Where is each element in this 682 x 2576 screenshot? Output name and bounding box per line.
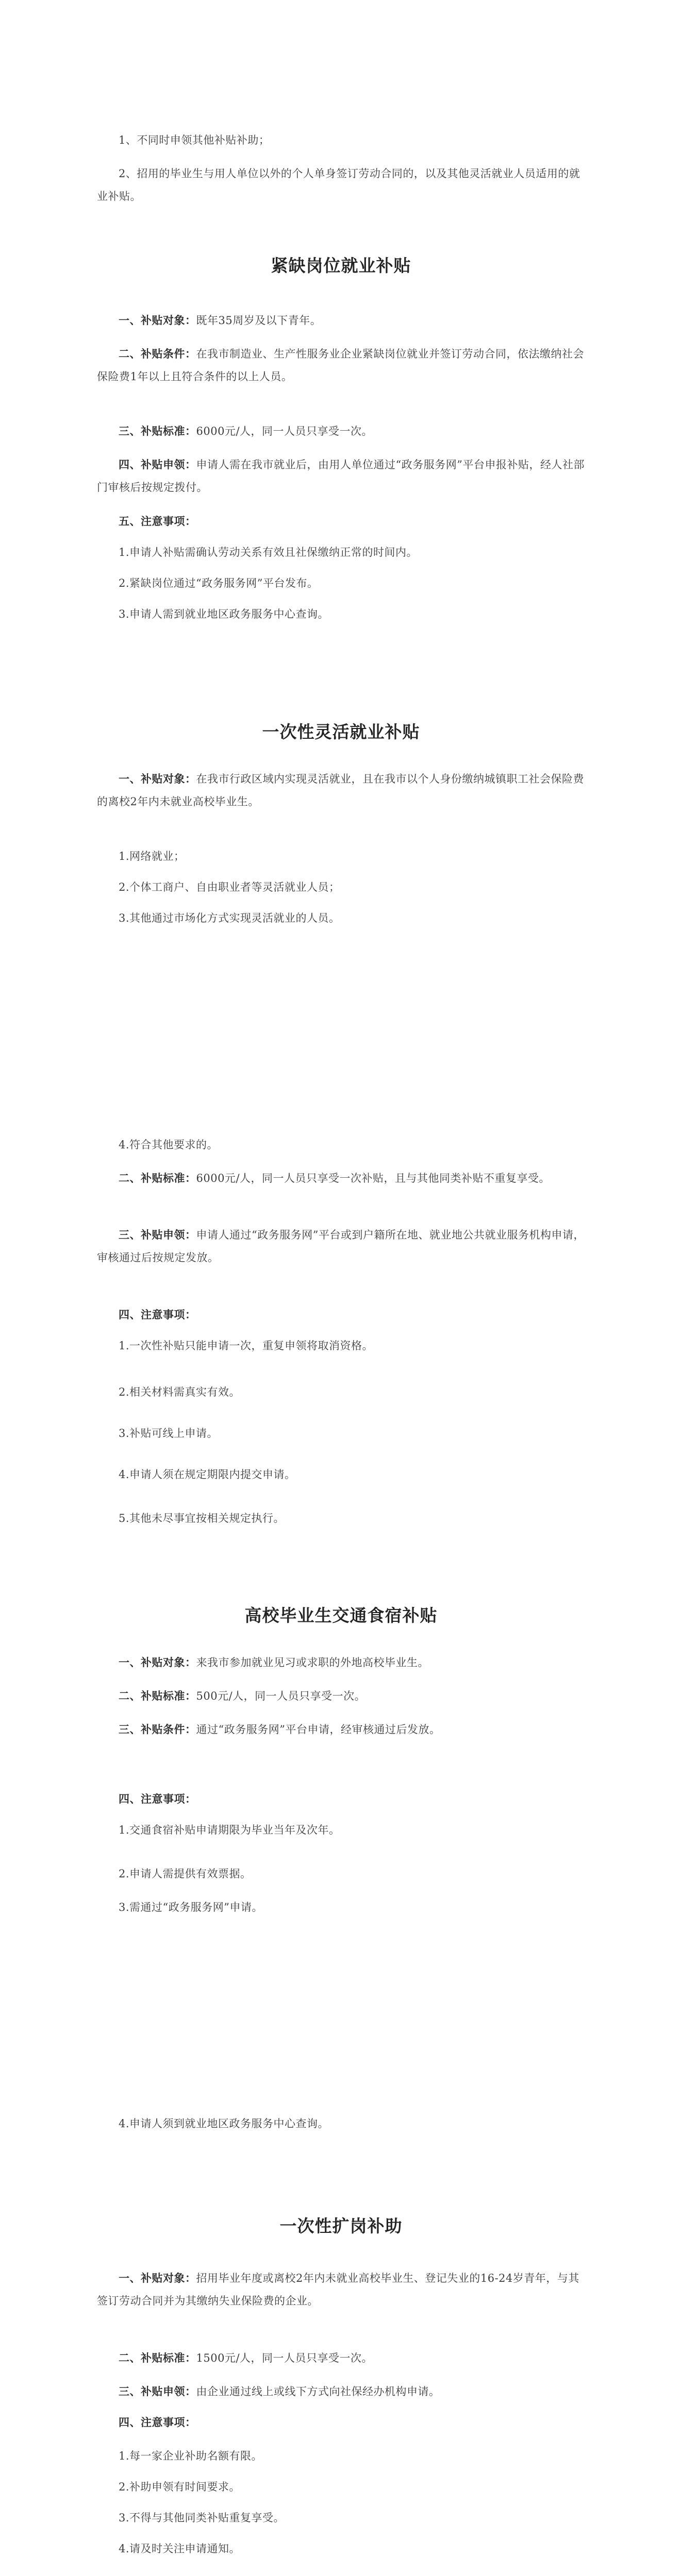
s2-object-text: 在我市行政区域内实现灵活就业，且在我市以个人身份缴纳城镇职工社会保险费的离校2年内未就业高校毕业生。 xyxy=(97,773,584,808)
s4-note-2: 2.补助申领有时间要求。 xyxy=(119,2481,241,2493)
s1-condition-label: 二、补贴条件： xyxy=(119,347,196,360)
s2-note-4: 4.申请人须在规定期限内提交申请。 xyxy=(119,1468,296,1481)
s4-note-4: 4.请及时关注申请通知。 xyxy=(119,2543,241,2555)
s4-apply xyxy=(97,2380,587,2403)
s2-note-2: 2.相关材料需真实有效。 xyxy=(119,1386,241,1398)
s1-note-3: 3.申请人需到就业地区政务服务中心查询。 xyxy=(119,608,329,620)
s2-object xyxy=(97,768,587,813)
intro-paragraph-2: 2、招用的毕业生与用人单位以外的个人单身签订劳动合同的，以及其他灵活就业人员适用的就业补贴。 xyxy=(97,167,580,202)
s1-note-1: 1.申请人补贴需确认劳动关系有效且社保缴纳正常的时间内。 xyxy=(119,546,418,558)
s2-list-1: 1.网络就业； xyxy=(119,850,185,862)
s2-apply xyxy=(97,1224,587,1269)
s1-apply-label: 四、补贴申领： xyxy=(119,458,196,471)
s2-apply-label: 三、补贴申领： xyxy=(119,1228,196,1241)
s3-note-4: 4.申请人须到就业地区政务服务中心查询。 xyxy=(119,2117,329,2130)
s2-list-3: 3.其他通过市场化方式实现灵活就业的人员。 xyxy=(119,912,340,924)
s3-condition-label: 三、补贴条件： xyxy=(119,1723,196,1736)
s4-standard xyxy=(97,2347,587,2369)
s3-standard xyxy=(97,1685,587,1707)
s2-note-3: 3.补贴可线上申请。 xyxy=(119,1427,219,1439)
s2-notes-title: 四、注意事项： xyxy=(119,1308,196,1321)
s1-object-text: 既年35周岁及以下青年。 xyxy=(196,314,322,327)
s4-object-label: 一、补贴对象： xyxy=(119,2272,196,2284)
s1-standard-label: 三、补贴标准： xyxy=(119,425,196,437)
s1-object xyxy=(97,309,587,332)
s3-standard-text: 500元/人，同一人员只享受一次。 xyxy=(196,1690,366,1702)
s2-standard xyxy=(97,1167,587,1190)
s3-object xyxy=(97,1651,587,1674)
s3-note-1: 1.交通食宿补贴申请期限为毕业当年及次年。 xyxy=(119,1824,340,1836)
s1-condition-text: 在我市制造业、生产性服务业企业紧缺岗位就业并签订劳动合同，依法缴纳社会保险费1年以上且符合条件的以上人员。 xyxy=(97,348,584,383)
s4-standard-text: 1500元/人，同一人员只享受一次。 xyxy=(196,2352,373,2364)
s4-object-text: 招用毕业年度或离校2年内未就业高校毕业生、登记失业的16-24岁青年，与其签订劳动合同并为其缴纳失业保险费的企业。 xyxy=(97,2272,579,2307)
s1-notes-title: 五、注意事项： xyxy=(119,515,196,528)
s2-list-4: 4.符合其他要求的。 xyxy=(119,1139,219,1151)
s4-apply-label: 三、补贴申领： xyxy=(119,2385,196,2398)
s2-apply-text: 申请人通过“政务服务网”平台或到户籍所在地、就业地公共就业服务机构申请，审核通过后按规定发放。 xyxy=(97,1229,585,1264)
section-title-shortage-jobs: 紧缺岗位就业补贴 xyxy=(271,256,411,276)
s3-object-text: 来我市参加就业见习或求职的外地高校毕业生。 xyxy=(196,1656,429,1669)
s2-object-label: 一、补贴对象： xyxy=(119,772,196,785)
s3-condition-text: 通过“政务服务网”平台申请，经审核通过后发放。 xyxy=(196,1723,441,1736)
section-title-transport-lodging: 高校毕业生交通食宿补贴 xyxy=(244,1605,438,1625)
section-title-flexible-employment: 一次性灵活就业补贴 xyxy=(262,722,420,742)
intro-paragraph-1: 1、不同时申领其他补贴补助； xyxy=(119,134,270,146)
s1-condition xyxy=(97,343,587,388)
s2-note-5: 5.其他未尽事宜按相关规定执行。 xyxy=(119,1512,285,1524)
s1-object-label: 一、补贴对象： xyxy=(119,314,196,327)
s4-note-1: 1.每一家企业补助名额有限。 xyxy=(119,2450,263,2462)
s4-standard-label: 二、补贴标准： xyxy=(119,2351,196,2364)
s3-note-3: 3.需通过“政务服务网”申请。 xyxy=(119,1901,263,1913)
section-title-job-expansion: 一次性扩岗补助 xyxy=(279,2216,403,2236)
s1-standard xyxy=(97,420,587,443)
s3-object-label: 一、补贴对象： xyxy=(119,1656,196,1669)
s1-apply xyxy=(97,453,587,499)
s4-notes-title: 四、注意事项： xyxy=(119,2416,196,2429)
s4-object xyxy=(97,2267,587,2312)
s3-notes-title: 四、注意事项： xyxy=(119,1792,196,1805)
s2-standard-text: 6000元/人，同一人员只享受一次补贴，且与其他同类补贴不重复享受。 xyxy=(196,1172,551,1184)
s3-note-2: 2.申请人需提供有效票据。 xyxy=(119,1868,252,1880)
s3-standard-label: 二、补贴标准： xyxy=(119,1689,196,1702)
s1-apply-text: 申请人需在我市就业后，由用人单位通过“政务服务网”平台申报补贴，经人社部门审核后按规定拨付。 xyxy=(97,459,585,494)
s2-list-2: 2.个体工商户、自由职业者等灵活就业人员； xyxy=(119,881,340,893)
s3-condition xyxy=(97,1718,587,1741)
s1-note-2: 2.紧缺岗位通过“政务服务网”平台发布。 xyxy=(119,577,319,589)
s2-standard-label: 二、补贴标准： xyxy=(119,1172,196,1184)
s4-apply-text: 由企业通过线上或线下方式向社保经办机构申请。 xyxy=(196,2385,440,2398)
s4-note-3: 3.不得与其他同类补贴重复享受。 xyxy=(119,2512,285,2524)
s1-standard-text: 6000元/人，同一人员只享受一次。 xyxy=(196,425,373,437)
s2-note-1: 1.一次性补贴只能申请一次，重复申领将取消资格。 xyxy=(119,1340,374,1352)
